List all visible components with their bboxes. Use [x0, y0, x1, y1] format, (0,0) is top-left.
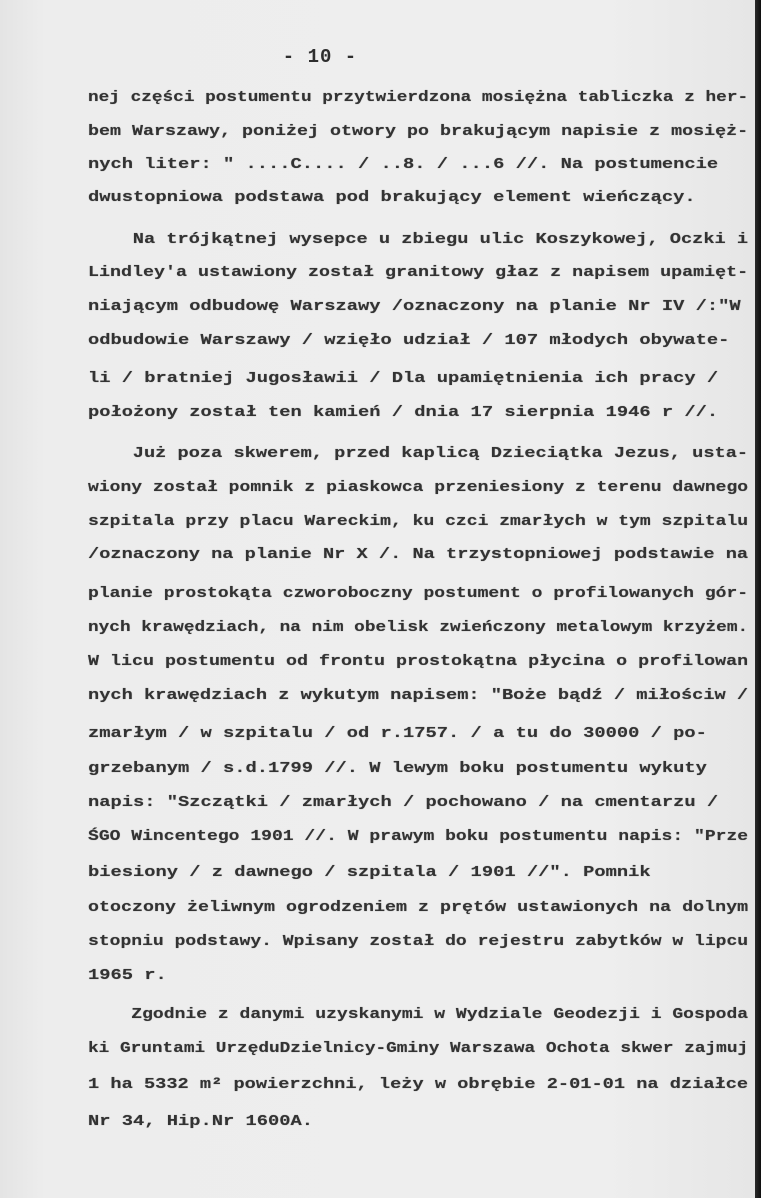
text-line: 1 ha 5332 m² powierzchni, leży w obrębie 2-01-01 na działce	[88, 1076, 749, 1093]
text-line: biesiony / z dawnego / szpitala / 1901 //". Pomnik	[88, 864, 651, 881]
text-line: bem Warszawy, poniżej otwory po brakującym napisie z mosięż-	[88, 123, 749, 140]
text-line: położony został ten kamień / dnia 17 sierpnia 1946 r //.	[88, 404, 719, 421]
text-line: /oznaczony na planie Nr X /. Na trzystopniowej podstawie na	[88, 546, 749, 563]
page-number: - 10 -	[282, 46, 358, 68]
text-line: Zgodnie z danymi uzyskanymi w Wydziale Geodezji i Gospoda	[88, 1006, 749, 1023]
text-line: li / bratniej Jugosławii / Dla upamiętnienia ich pracy /	[88, 370, 719, 387]
text-line: stopniu podstawy. Wpisany został do rejestru zabytków w lipcu	[88, 933, 749, 950]
text-line: Nr 34, Hip.Nr 1600A.	[88, 1113, 314, 1130]
text-line: niającym odbudowę Warszawy /oznaczony na planie Nr IV /:"W	[88, 298, 741, 315]
text-line: Na trójkątnej wysepce u zbiegu ulic Koszykowej, Oczki i	[88, 231, 749, 248]
text-line: odbudowie Warszawy / wzięło udział / 107 młodych obywate-	[88, 332, 730, 349]
text-line: Lindley'a ustawiony został granitowy głaz z napisem upamięt-	[88, 264, 749, 281]
text-line: wiony został pomnik z piaskowca przeniesiony z terenu dawnego	[88, 479, 749, 496]
text-line: nej części postumentu przytwierdzona mosiężna tabliczka z her-	[88, 89, 749, 106]
text-line: dwustopniowa podstawa pod brakujący element wieńczący.	[88, 189, 696, 206]
text-line: napis: "Szczątki / zmarłych / pochowano / na cmentarzu /	[88, 794, 719, 811]
text-line: zmarłym / w szpitalu / od r.1757. / a tu do 30000 / po-	[88, 725, 707, 742]
text-line: ki Gruntami UrzęduDzielnicy-Gminy Warszawa Ochota skwer zajmuj	[88, 1040, 749, 1057]
text-line: nych krawędziach z wykutym napisem: "Boże bądź / miłościw /	[88, 687, 749, 704]
text-line: otoczony żeliwnym ogrodzeniem z prętów ustawionych na dolnym	[88, 899, 749, 916]
text-line: grzebanym / s.d.1799 //. W lewym boku postumentu wykuty	[88, 760, 707, 777]
scan-edge	[755, 0, 761, 1198]
text-line: nych liter: " ....C.... / ..8. / ...6 //. Na postumencie	[88, 156, 719, 173]
text-line: nych krawędziach, na nim obelisk zwieńczony metalowym krzyżem.	[88, 619, 749, 636]
text-line: szpitala przy placu Wareckim, ku czci zmarłych w tym szpitalu	[88, 513, 749, 530]
text-line: ŚGO Wincentego 1901 //. W prawym boku postumentu napis: "Prze	[88, 828, 749, 845]
text-line: W licu postumentu od frontu prostokątna płycina o profilowan	[88, 653, 749, 670]
text-line: 1965 r.	[88, 967, 167, 984]
text-line: planie prostokąta czworoboczny postument o profilowanych gór-	[88, 585, 749, 602]
text-line: Już poza skwerem, przed kaplicą Dzieciątka Jezus, usta-	[88, 445, 749, 462]
